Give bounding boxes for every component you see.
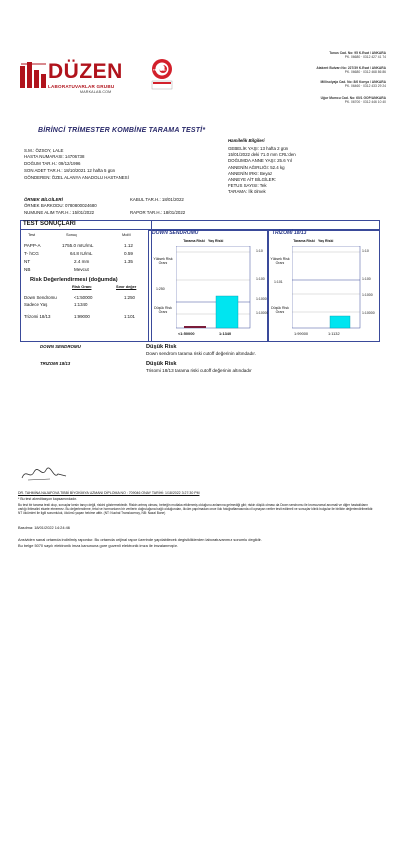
tri-tick: 1:10 [362, 249, 369, 253]
down-tick: 1:10 [256, 249, 263, 253]
down-tick: 1:1000 [256, 297, 267, 301]
pregnancy-line: ANNENİN AĞIRLIĞI: 52.4 kg [228, 165, 285, 170]
address-3-phone: PK. 06460 · 0312 433 29 24 [344, 84, 386, 88]
down-high-label: Yüksek Risk Oranı [153, 257, 173, 266]
down-mid-label: 1:250 [156, 287, 165, 291]
row-test: NT [24, 259, 31, 264]
row-test: NB [24, 267, 31, 272]
logo-name: DÜZEN [48, 60, 123, 83]
down-col-screen: Tarama Riski [183, 239, 205, 243]
row-result: Mevcut [74, 267, 89, 272]
pregnancy-line: ANNENİN IRKI: Beyaz [228, 171, 273, 176]
report-title: BİRİNCİ TRİMESTER KOMBİNE TARAMA TESTİ* [38, 127, 206, 134]
tri-tick: 1:100 [362, 277, 371, 281]
print-date: Basılma: 18/01/2022 14:24:46 [18, 525, 70, 530]
report-document [10, 50, 392, 578]
logo-line1: LABORATUVARLAR GRUBU [48, 84, 115, 89]
address-4-phone: PK. 06700 · 0312 446 10 40 [344, 100, 386, 104]
risk-col-limit: Sınır değer [116, 284, 137, 289]
address-2: Atakent Bulvarı No: 227/39 K.Esat / ANKARA [316, 66, 386, 70]
sample-date: NUMUNE ALIM TAR.H.: 15/01/2022 [24, 210, 95, 215]
down-chart-title: DOWN SENDROMU [152, 230, 199, 236]
accept-date: KABUL TAR.H.: 18/01/2022 [130, 197, 184, 202]
address-3: Millisolyaja Cad. No: 8/6 Konya / ANKARA [320, 80, 386, 84]
patient-number: HASTA NUMARASI: 14706738 [24, 154, 85, 159]
patient-name: S.M.: ÖZSOY, LALE [24, 148, 64, 153]
interp-risk-trisomy: Düşük Risk [146, 361, 177, 367]
tri-tick: 1:1000 [362, 293, 373, 297]
pregnancy-line: TARAMA: İlk ölmek [228, 189, 266, 194]
col-result: Sonuç [66, 232, 78, 237]
risk-row-ratio: <1:50000 [74, 295, 93, 300]
disclaimer-paragraph: Bu test bir tarama testi olup, sonuçlar kesin tanıyı değil, riskini göstermektedir. Riskin artmış olması, bebeğin mutlaka etkilenmiş olduğunu anlamına gelmediği gibi; riskin düşük olması da Down sendromu ile kromozomal anomali ve diğer hastalıkların varlığı ihtimalini ekarte etmemez. Bu değerlendirme, fetal ve hormonların bir verilerin doğruluğuna bağlı olduğundan, ölcüm yapılmadan once ilok fotoğraflamasında cil oynayan veriler tesit edilmeli ve sonuçlar klinik bulgular ile birlikte değerlendirilmelidir. NT ölcümleri ile ilgili sorumluluk, ölcümü yapan hekime aittir. (NT: Nuchal Translucency, NB: Nazal Bone) [18, 503, 374, 516]
down-bottom-screen: <1:50000 [178, 331, 195, 336]
interp-risk-down: Düşük Risk [146, 344, 177, 350]
address-4: Uğur Mumcu Cad. No: 60/1 GOP/ANKARA [320, 96, 386, 100]
row-mom: 1.12 [124, 243, 133, 248]
risk-row-limit: 1:250 [124, 295, 135, 300]
risk-row-label: Sadece Yaş [24, 302, 48, 307]
pregnancy-heading: Hamilelik Bilgileri [228, 138, 265, 143]
tri-high-label: Yüksek Risk Oranı [270, 257, 290, 266]
col-mom: MoM [122, 232, 131, 237]
tri-low-label: Düşük Risk Oranı [271, 306, 289, 315]
pregnancy-line: FETUS SAYISI: Tek [228, 183, 267, 188]
row-test: PAPP-A [24, 243, 41, 248]
sample-barcode: ÖRNEK BARKODU: 0780800024680 [24, 203, 97, 208]
sample-heading: ÖRNEK BİLGİLERİ [24, 197, 63, 202]
row-mom: 0.59 [124, 251, 133, 256]
birth-date: DOĞUM TAR.H.: 09/12/1996 [24, 161, 81, 166]
interp-text-down: Down sendrom tarama riski cutoff değerinin altındadır. [146, 351, 256, 356]
trisomy-chart-title: TRİZOMİ 18/13 [272, 230, 307, 236]
risk-row-limit: 1:101 [124, 314, 135, 319]
down-tick: 1:10000 [256, 311, 269, 315]
risk-row-label: Trizomi 18/13 [24, 314, 51, 319]
pregnancy-line: 15/01/2022 deki 71.0 mm CRL'den [228, 152, 296, 157]
risk-heading: Risk Değerlendirmesi (doğumda) [30, 277, 118, 283]
address-1: Tunus Cad. No: 95 K.Esat / ANKARA [329, 51, 386, 55]
address-2-phone: PK. 06680 · 0312 468 86 86 [344, 70, 386, 74]
down-age-bar [216, 296, 238, 328]
down-chart-plot [176, 246, 258, 330]
row-result: 2.4 mm [74, 259, 90, 264]
tri-age-bar [330, 316, 350, 328]
down-low-label: Düşük Risk Oranı [154, 306, 172, 315]
pregnancy-line: ANNEYE AİT BİLGİLER: [228, 177, 276, 182]
risk-row-ratio: 1:99000 [74, 314, 90, 319]
signature-line: DR. TAHMİNA NAJAFOVA TIBBİ BİYOKİMYA UZMANI DİPLOMA NO : 709046 ONAY TARİHİ: 1/18/2022 3:27:30 PM [18, 491, 200, 495]
bottom-note-1: Ansividen sanal ortamda indirilmiş rapordur. Bu ortamda orijinal rapor üzerinde yapılabilecek degisikliklerden laboratuvarımız sorumlu degildir. [18, 537, 262, 542]
tri-col-screen: Tarama Riski [293, 239, 315, 243]
row-result: 64.8 IU/mL [70, 251, 93, 256]
down-col-age: Yaş Riski [208, 239, 224, 243]
last-period-date: SON ADET TAR.H.: 18/10/2021 12 hafta 5 gün [24, 168, 116, 173]
down-bottom-age: 1:1340 [219, 331, 232, 336]
report-date: RAPOR TAR.H.: 18/01/2022 [130, 210, 186, 215]
duzen-logo-icon [18, 60, 48, 90]
row-test: T- hCG [24, 251, 39, 256]
logo-line2: MARKALAB.COM [80, 90, 112, 94]
sender: GÖNDEREN: ÖZEL ALANYA ANADOLU HASTANESİ [24, 175, 129, 180]
down-screen-bar [184, 326, 206, 328]
tri-mid-label: 1:101 [274, 280, 283, 284]
interp-label-trisomy: TRIZOMI 18/13 [40, 361, 71, 366]
tri-col-age: Yaş Riski [318, 239, 334, 243]
row-mom: 1.35 [124, 259, 133, 264]
interp-label-down: DOWN SENDROMU [40, 344, 81, 349]
col-test: Test [28, 232, 36, 237]
footnote-accreditation: * Bu test akreditasyon kapsamındadır. [18, 497, 77, 501]
pregnancy-line: DOĞUMDA ANNE YAŞI: 25.6 Yıl [228, 158, 292, 163]
down-tick: 1:100 [256, 277, 265, 281]
turkak-seal-icon [150, 58, 174, 90]
tri-tick: 1:10000 [362, 311, 375, 315]
row-result: 1755.0 mIU/mL [62, 243, 94, 248]
risk-row-label: Down Sendromu [24, 295, 57, 300]
tri-bottom-age: 1:1132 [328, 331, 340, 336]
interp-text-trisomy: Trisomi 18/13 tarama riski cutoff değerinin altındadır [146, 368, 252, 373]
pregnancy-line: GEBELİK YAŞI: 13 hafta 2 gün [228, 146, 289, 151]
trisomy-chart-plot [292, 246, 364, 330]
risk-col-ratio: Risk Oranı [72, 284, 92, 289]
tri-bottom-screen: 1:99000 [294, 331, 309, 336]
bottom-note-2: Bu belge 5070 sayılı elektronik imza kanununa gore guvenli elektronik imza ile imzalanmıştır. [18, 543, 178, 548]
signature-icon [20, 466, 70, 482]
results-heading: TEST SONUÇLARI [23, 221, 76, 227]
risk-row-ratio: 1:1340 [74, 302, 88, 307]
seal-label: TÜRKAK [153, 68, 166, 72]
address-1-phone: PK. 06680 · 0312 427 41 74 [344, 55, 386, 59]
